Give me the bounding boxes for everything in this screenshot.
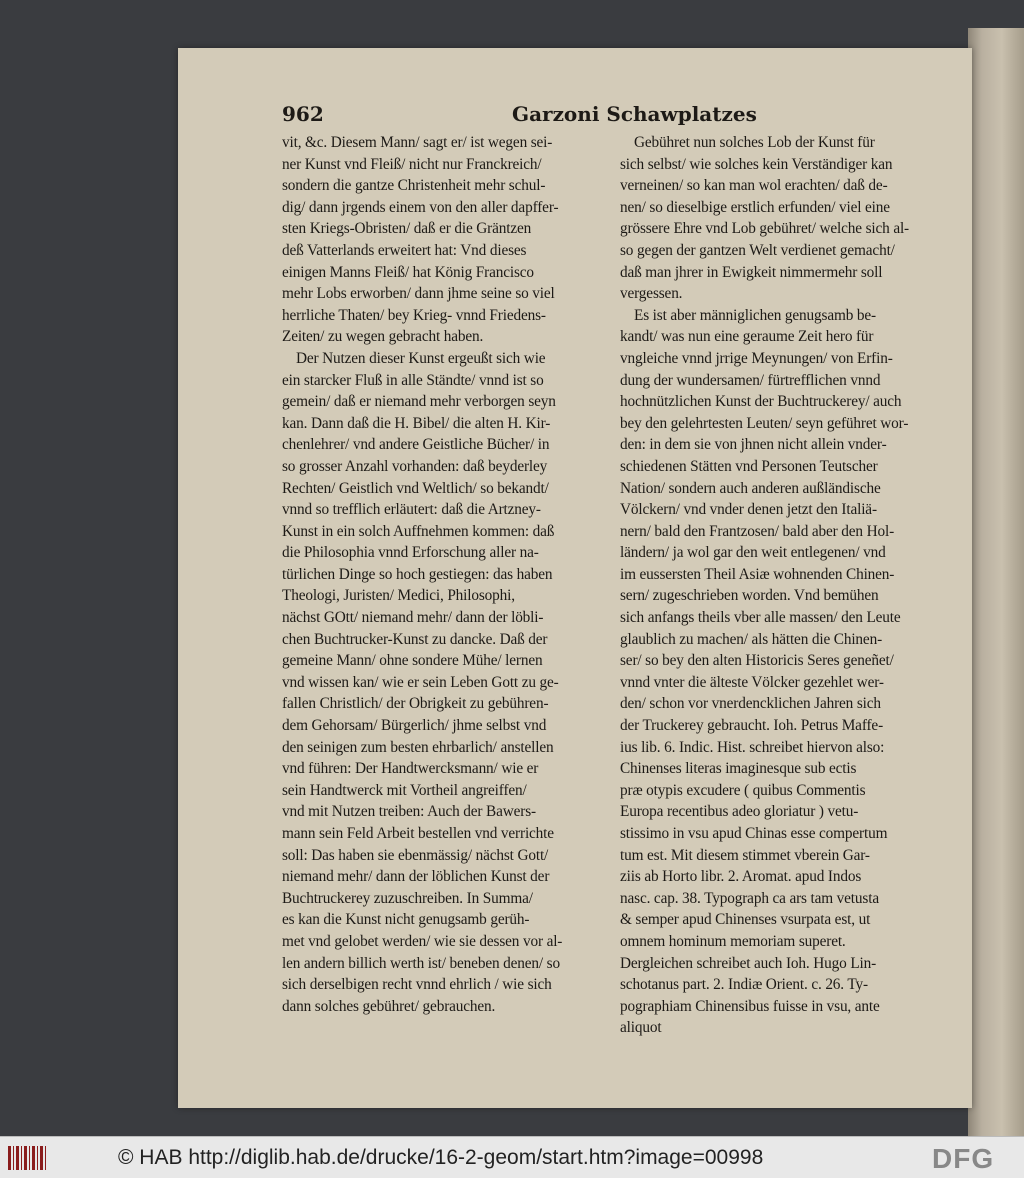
text-line: kandt/ was nun eine geraume Zeit hero für (620, 328, 874, 346)
text-line: gemeine Mann/ ohne sondere Mühe/ lernen (282, 652, 543, 670)
text-line: Kunst in ein solch Auffnehmen kommen: daß (282, 522, 555, 540)
text-line: Nation/ sondern auch anderen außländische (620, 479, 881, 497)
text-line: fallen Christlich/ der Obrigkeit zu gebühren- (282, 695, 549, 713)
text-line: ner Kunst vnd Fleiß/ nicht nur Franckreich/ (282, 155, 542, 173)
text-line: dig/ dann jrgends einem von den aller dapffer- (282, 198, 559, 216)
text-line: mann sein Feld Arbeit bestellen vnd verrichte (282, 825, 554, 842)
text-line: nasc. cap. 38. Typograph ca ars tam vetusta (620, 889, 879, 907)
text-line: den: in dem sie von jhnen nicht allein vnder- (620, 436, 887, 454)
text-line: omnem hominum memoriam superet. (620, 932, 846, 950)
text-line: so gegen der gantzen Welt verdienet gemacht/ (620, 241, 895, 259)
text-line: sich selbst/ wie solches kein Verständiger kan (620, 155, 893, 173)
text-line: vnd wissen kan/ wie er sein Leben Gott zu ge- (282, 673, 559, 691)
text-line: mehr Lobs erworben/ dann jhme seine so viel (282, 285, 555, 303)
text-line: deß Vatterlands erweitert hat: Vnd dieses (282, 241, 527, 259)
text-line: ein starcker Fluß in alle Ständte/ vnnd ist so (282, 371, 544, 389)
text-line: ser/ so bey den alten Historicis Seres geneñet/ (620, 652, 894, 670)
page-text-block (282, 98, 942, 1058)
text-line: Es ist aber männiglichen genugsamb be- (634, 306, 876, 324)
text-line: vergessen. (620, 285, 683, 303)
text-line: pographiam Chinensibus fuisse in vsu, ante (620, 997, 880, 1015)
text-line: dann solches gebühret/ gebrauchen. (282, 997, 496, 1015)
hab-logo-icon (8, 1146, 48, 1170)
running-head (282, 98, 942, 126)
text-line: Theologi, Juristen/ Medici, Philosophi, (282, 587, 515, 605)
text-line: im eussersten Theil Asiæ wohnenden Chinen- (620, 565, 895, 583)
text-line: Gebühret nun solches Lob der Kunst für (634, 134, 875, 151)
book-page (178, 48, 972, 1108)
facing-page-edge (968, 28, 1024, 1136)
text-line: sten Kriegs-Obristen/ daß er die Gräntzen (282, 220, 532, 238)
running-title: Garzoni Schawplatzes (512, 102, 757, 126)
text-line: stissimo in vsu apud Chinas esse compertum (620, 825, 888, 842)
text-line: sein Handtwerck mit Vortheil angreiffen/ (282, 781, 527, 799)
text-line: & semper apud Chinenses vsurpata est, ut (620, 911, 871, 929)
text-line: vit, &c. Diesem Mann/ sagt er/ ist wegen sei- (282, 134, 553, 151)
text-line: kan. Dann daß die H. Bibel/ die alten H. Kir- (282, 414, 551, 432)
text-line: dem Gehorsam/ Bürgerlich/ jhme selbst vnd (282, 717, 547, 735)
text-line: Völckern/ vnd vnder denen jetzt den Italiä- (620, 501, 877, 519)
text-line: vnd führen: Der Handtwercksmann/ wie er (282, 760, 539, 778)
text-line: grössere Ehre vnd Lob gebühret/ welche sich al- (620, 220, 910, 238)
text-line: chenlehrer/ vnd andere Geistliche Bücher/ in (282, 436, 550, 454)
text-line: Buchtruckerey zuzuschreiben. In Summa/ (282, 889, 533, 907)
text-line: glaublich zu machen/ als hätten die Chinen- (620, 630, 883, 648)
text-line: schotanus part. 2. Indiæ Orient. c. 26. Ty- (620, 976, 868, 994)
text-line: sich derselbigen recht vnnd ehrlich / wie sich (282, 976, 552, 994)
text-line: vnnd so trefflich erläutert: daß die Artzney- (282, 501, 541, 519)
text-line: niemand mehr/ dann der löblichen Kunst der (282, 868, 550, 886)
text-line: Rechten/ Geistlich vnd Weltlich/ so bekandt/ (282, 479, 549, 497)
text-line: tum est. Mit diesem stimmet vberein Gar- (620, 846, 870, 864)
text-line: sondern die gantze Christenheit mehr schul- (282, 177, 546, 195)
text-line: der Truckerey gebraucht. Ioh. Petrus Maffe- (620, 717, 884, 735)
text-line: die Philosophia vnnd Erforschung aller na- (282, 544, 539, 562)
text-line: vngleiche vnnd jrrige Meynungen/ von Erfin- (620, 349, 893, 367)
text-line: nächst GOtt/ niemand mehr/ dann der löbli- (282, 609, 544, 627)
text-line: sich anfangs theils vber alle massen/ den Leute (620, 609, 901, 627)
text-line: Europa recentibus adeo gloriatur ) vetu- (620, 803, 859, 821)
text-line: den/ schon vor vnerdencklichen Jahren sich (620, 695, 881, 713)
text-line: so grosser Anzahl vorhanden: daß beyderley (282, 457, 548, 475)
text-line: met vnd gelobet werden/ wie sie dessen vor al- (282, 932, 563, 950)
text-line: hochnützlichen Kunst der Buchtruckerey/ auch (620, 393, 902, 411)
dfg-logo: DFG (932, 1143, 995, 1174)
text-line: es kan die Kunst nicht genugsamb gerüh- (282, 911, 530, 929)
text-line: Dergleichen schreibet auch Ioh. Hugo Lin- (620, 954, 877, 972)
text-line: einigen Manns Fleiß/ hat König Francisco (282, 263, 534, 281)
text-line: vnd mit Nutzen treiben: Auch der Bawers- (282, 803, 536, 821)
text-line: türlichen Dinge so hoch gestiegen: das haben (282, 565, 553, 583)
text-line: bey den gelehrtesten Leuten/ seyn geführet wor- (620, 414, 909, 432)
text-line: chen Buchtrucker-Kunst zu dancke. Daß der (282, 630, 548, 648)
text-line: soll: Das haben sie ebenmässig/ nächst Gott/ (282, 846, 549, 864)
text-line: præ otypis excudere ( quibus Commentis (620, 781, 866, 799)
text-line: sern/ zugeschrieben worden. Vnd bemühen (620, 587, 879, 605)
footer-url[interactable]: © HAB http://diglib.hab.de/drucke/16-2-geom/start.htm?image=00998 (118, 1146, 764, 1169)
text-line: ius lib. 6. Indic. Hist. schreibet hiervon also: (620, 738, 885, 756)
text-line: herrliche Thaten/ bey Krieg- vnnd Friedens- (282, 306, 546, 324)
text-line: ländern/ ja wol gar den weit entlegenen/ vnd (620, 544, 886, 562)
text-line: daß man jhrer in Ewigkeit nimmermehr soll (620, 263, 883, 281)
text-line: nern/ bald den Frantzosen/ bald aber den Hol- (620, 522, 895, 540)
text-line: Der Nutzen dieser Kunst ergeußt sich wie (296, 349, 546, 367)
text-line: dung der wundersamen/ fürtrefflichen vnnd (620, 371, 881, 389)
text-line: den seinigen zum besten ehrbarlich/ anstellen (282, 738, 554, 756)
text-line: Zeiten/ zu wegen gebracht haben. (282, 328, 484, 346)
page-number: 962 (282, 102, 324, 126)
text-line: aliquot (620, 1019, 662, 1037)
text-line: verneinen/ so kan man wol erachten/ daß de- (620, 177, 888, 195)
left-column (282, 132, 604, 1017)
text-line: gemein/ daß er niemand mehr verborgen seyn (282, 393, 556, 411)
text-line: vnnd vnter die älteste Völcker gezehlet wer- (620, 673, 884, 691)
text-line: nen/ so dieselbige erstlich erfunden/ viel eine (620, 198, 890, 216)
footer-bar (0, 1136, 1024, 1178)
text-line: Chinenses literas imaginesque sub ectis (620, 760, 857, 778)
text-line: schiedenen Stätten vnd Personen Teutscher (620, 457, 878, 475)
text-line: ziis ab Horto libr. 2. Aromat. apud Indos (620, 868, 862, 886)
text-line: len andern billich werth ist/ beneben denen/ so (282, 954, 560, 972)
right-column (620, 132, 942, 1039)
